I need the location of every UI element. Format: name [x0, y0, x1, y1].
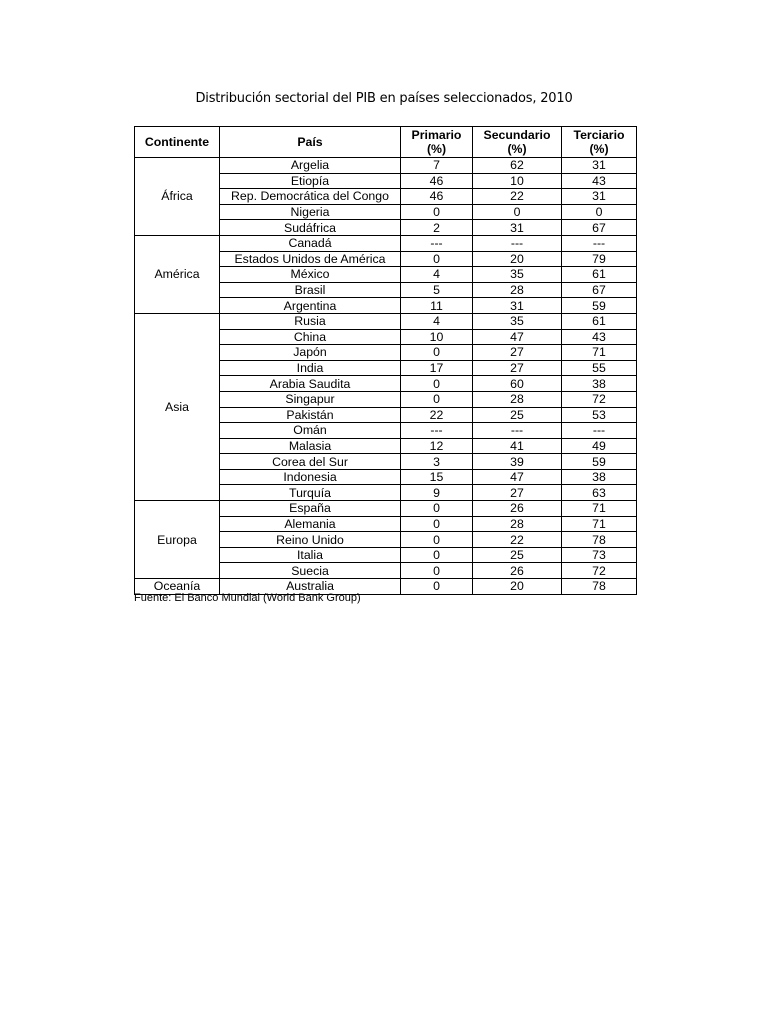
- country-cell: España: [220, 501, 401, 517]
- continent-cell: Oceanía: [135, 579, 220, 595]
- primario-cell: 46: [401, 173, 473, 189]
- secundario-cell: 22: [473, 189, 562, 205]
- country-cell: Indonesia: [220, 469, 401, 485]
- country-cell: Suecia: [220, 563, 401, 579]
- secundario-cell: 28: [473, 516, 562, 532]
- primario-cell: 11: [401, 298, 473, 314]
- terciario-cell: 31: [562, 158, 637, 174]
- primario-cell: 4: [401, 313, 473, 329]
- primario-cell: 0: [401, 579, 473, 595]
- table-row: [135, 313, 637, 329]
- secundario-cell: 26: [473, 501, 562, 517]
- header-pais: País: [220, 127, 401, 158]
- terciario-cell: 55: [562, 360, 637, 376]
- primario-cell: 0: [401, 345, 473, 361]
- secundario-cell: 25: [473, 407, 562, 423]
- header-primario-label: Primario: [411, 128, 462, 142]
- gdp-table: [134, 126, 637, 595]
- country-cell: Nigeria: [220, 204, 401, 220]
- secundario-cell: 20: [473, 579, 562, 595]
- secundario-cell: 41: [473, 438, 562, 454]
- primario-cell: 12: [401, 438, 473, 454]
- country-cell: Brasil: [220, 282, 401, 298]
- primario-cell: 0: [401, 501, 473, 517]
- secundario-cell: 26: [473, 563, 562, 579]
- terciario-cell: 53: [562, 407, 637, 423]
- country-cell: Turquía: [220, 485, 401, 501]
- table-row: [135, 235, 637, 251]
- table-row: [135, 501, 637, 517]
- primario-cell: 0: [401, 376, 473, 392]
- primario-cell: 0: [401, 204, 473, 220]
- country-cell: México: [220, 267, 401, 283]
- terciario-cell: 59: [562, 298, 637, 314]
- primario-cell: 7: [401, 158, 473, 174]
- terciario-cell: 71: [562, 516, 637, 532]
- terciario-cell: 72: [562, 391, 637, 407]
- terciario-cell: ---: [562, 235, 637, 251]
- source-note: Fuente: El Banco Mundial (World Bank Group): [134, 592, 361, 604]
- secundario-cell: 27: [473, 485, 562, 501]
- terciario-cell: 71: [562, 501, 637, 517]
- header-terciario-label: Terciario: [573, 128, 625, 142]
- country-cell: Rusia: [220, 313, 401, 329]
- terciario-cell: 67: [562, 282, 637, 298]
- country-cell: Sudáfrica: [220, 220, 401, 236]
- primario-cell: 0: [401, 563, 473, 579]
- country-cell: Argelia: [220, 158, 401, 174]
- table-row: [135, 158, 637, 174]
- terciario-cell: 31: [562, 189, 637, 205]
- primario-cell: 0: [401, 251, 473, 267]
- terciario-cell: 79: [562, 251, 637, 267]
- terciario-cell: 78: [562, 579, 637, 595]
- terciario-cell: 43: [562, 329, 637, 345]
- country-cell: Canadá: [220, 235, 401, 251]
- country-cell: Argentina: [220, 298, 401, 314]
- country-cell: Italia: [220, 547, 401, 563]
- header-secundario-unit: (%): [507, 142, 527, 156]
- secundario-cell: 0: [473, 204, 562, 220]
- country-cell: Alemania: [220, 516, 401, 532]
- continent-cell: América: [135, 235, 220, 313]
- terciario-cell: 72: [562, 563, 637, 579]
- country-cell: India: [220, 360, 401, 376]
- secundario-cell: 35: [473, 267, 562, 283]
- header-terciario-unit: (%): [589, 142, 609, 156]
- secundario-cell: 31: [473, 220, 562, 236]
- continent-cell: África: [135, 158, 220, 236]
- secundario-cell: 35: [473, 313, 562, 329]
- header-primario-unit: (%): [426, 142, 447, 156]
- country-cell: Estados Unidos de América: [220, 251, 401, 267]
- terciario-cell: 73: [562, 547, 637, 563]
- secundario-cell: 28: [473, 391, 562, 407]
- secundario-cell: ---: [473, 423, 562, 439]
- primario-cell: 0: [401, 532, 473, 548]
- terciario-cell: 63: [562, 485, 637, 501]
- terciario-cell: 38: [562, 469, 637, 485]
- secundario-cell: 60: [473, 376, 562, 392]
- primario-cell: ---: [401, 235, 473, 251]
- document-title: Distribución sectorial del PIB en países seleccionados, 2010: [195, 91, 573, 106]
- primario-cell: 0: [401, 391, 473, 407]
- primario-cell: 15: [401, 469, 473, 485]
- terciario-cell: ---: [562, 423, 637, 439]
- terciario-cell: 67: [562, 220, 637, 236]
- terciario-cell: 59: [562, 454, 637, 470]
- country-cell: Malasia: [220, 438, 401, 454]
- country-cell: Japón: [220, 345, 401, 361]
- secundario-cell: 31: [473, 298, 562, 314]
- country-cell: Pakistán: [220, 407, 401, 423]
- secundario-cell: 47: [473, 329, 562, 345]
- country-cell: Arabia Saudita: [220, 376, 401, 392]
- country-cell: Corea del Sur: [220, 454, 401, 470]
- header-secundario-label: Secundario: [483, 128, 551, 142]
- country-cell: Omán: [220, 423, 401, 439]
- country-cell: Etiopía: [220, 173, 401, 189]
- continent-cell: Europa: [135, 501, 220, 579]
- header-continente: Continente: [135, 127, 220, 158]
- secundario-cell: 47: [473, 469, 562, 485]
- primario-cell: 0: [401, 516, 473, 532]
- terciario-cell: 43: [562, 173, 637, 189]
- terciario-cell: 61: [562, 313, 637, 329]
- primario-cell: 4: [401, 267, 473, 283]
- country-cell: Australia: [220, 579, 401, 595]
- country-cell: Rep. Democrática del Congo: [220, 189, 401, 205]
- secundario-cell: 10: [473, 173, 562, 189]
- terciario-cell: 71: [562, 345, 637, 361]
- terciario-cell: 49: [562, 438, 637, 454]
- terciario-cell: 0: [562, 204, 637, 220]
- secundario-cell: 27: [473, 360, 562, 376]
- primario-cell: 2: [401, 220, 473, 236]
- continent-cell: Asia: [135, 313, 220, 500]
- country-cell: China: [220, 329, 401, 345]
- secundario-cell: 39: [473, 454, 562, 470]
- primario-cell: 9: [401, 485, 473, 501]
- primario-cell: 46: [401, 189, 473, 205]
- primario-cell: 22: [401, 407, 473, 423]
- header-secundario: [473, 127, 562, 158]
- primario-cell: 10: [401, 329, 473, 345]
- secundario-cell: ---: [473, 235, 562, 251]
- secundario-cell: 20: [473, 251, 562, 267]
- terciario-cell: 61: [562, 267, 637, 283]
- primario-cell: 17: [401, 360, 473, 376]
- terciario-cell: 38: [562, 376, 637, 392]
- header-terciario: [562, 127, 637, 158]
- terciario-cell: 78: [562, 532, 637, 548]
- secundario-cell: 22: [473, 532, 562, 548]
- table-body: [135, 158, 637, 595]
- secundario-cell: 62: [473, 158, 562, 174]
- header-primario: [401, 127, 473, 158]
- secundario-cell: 25: [473, 547, 562, 563]
- primario-cell: 0: [401, 547, 473, 563]
- country-cell: Reino Unido: [220, 532, 401, 548]
- country-cell: Singapur: [220, 391, 401, 407]
- primario-cell: ---: [401, 423, 473, 439]
- table-header-row: [135, 127, 637, 158]
- primario-cell: 3: [401, 454, 473, 470]
- primario-cell: 5: [401, 282, 473, 298]
- secundario-cell: 28: [473, 282, 562, 298]
- secundario-cell: 27: [473, 345, 562, 361]
